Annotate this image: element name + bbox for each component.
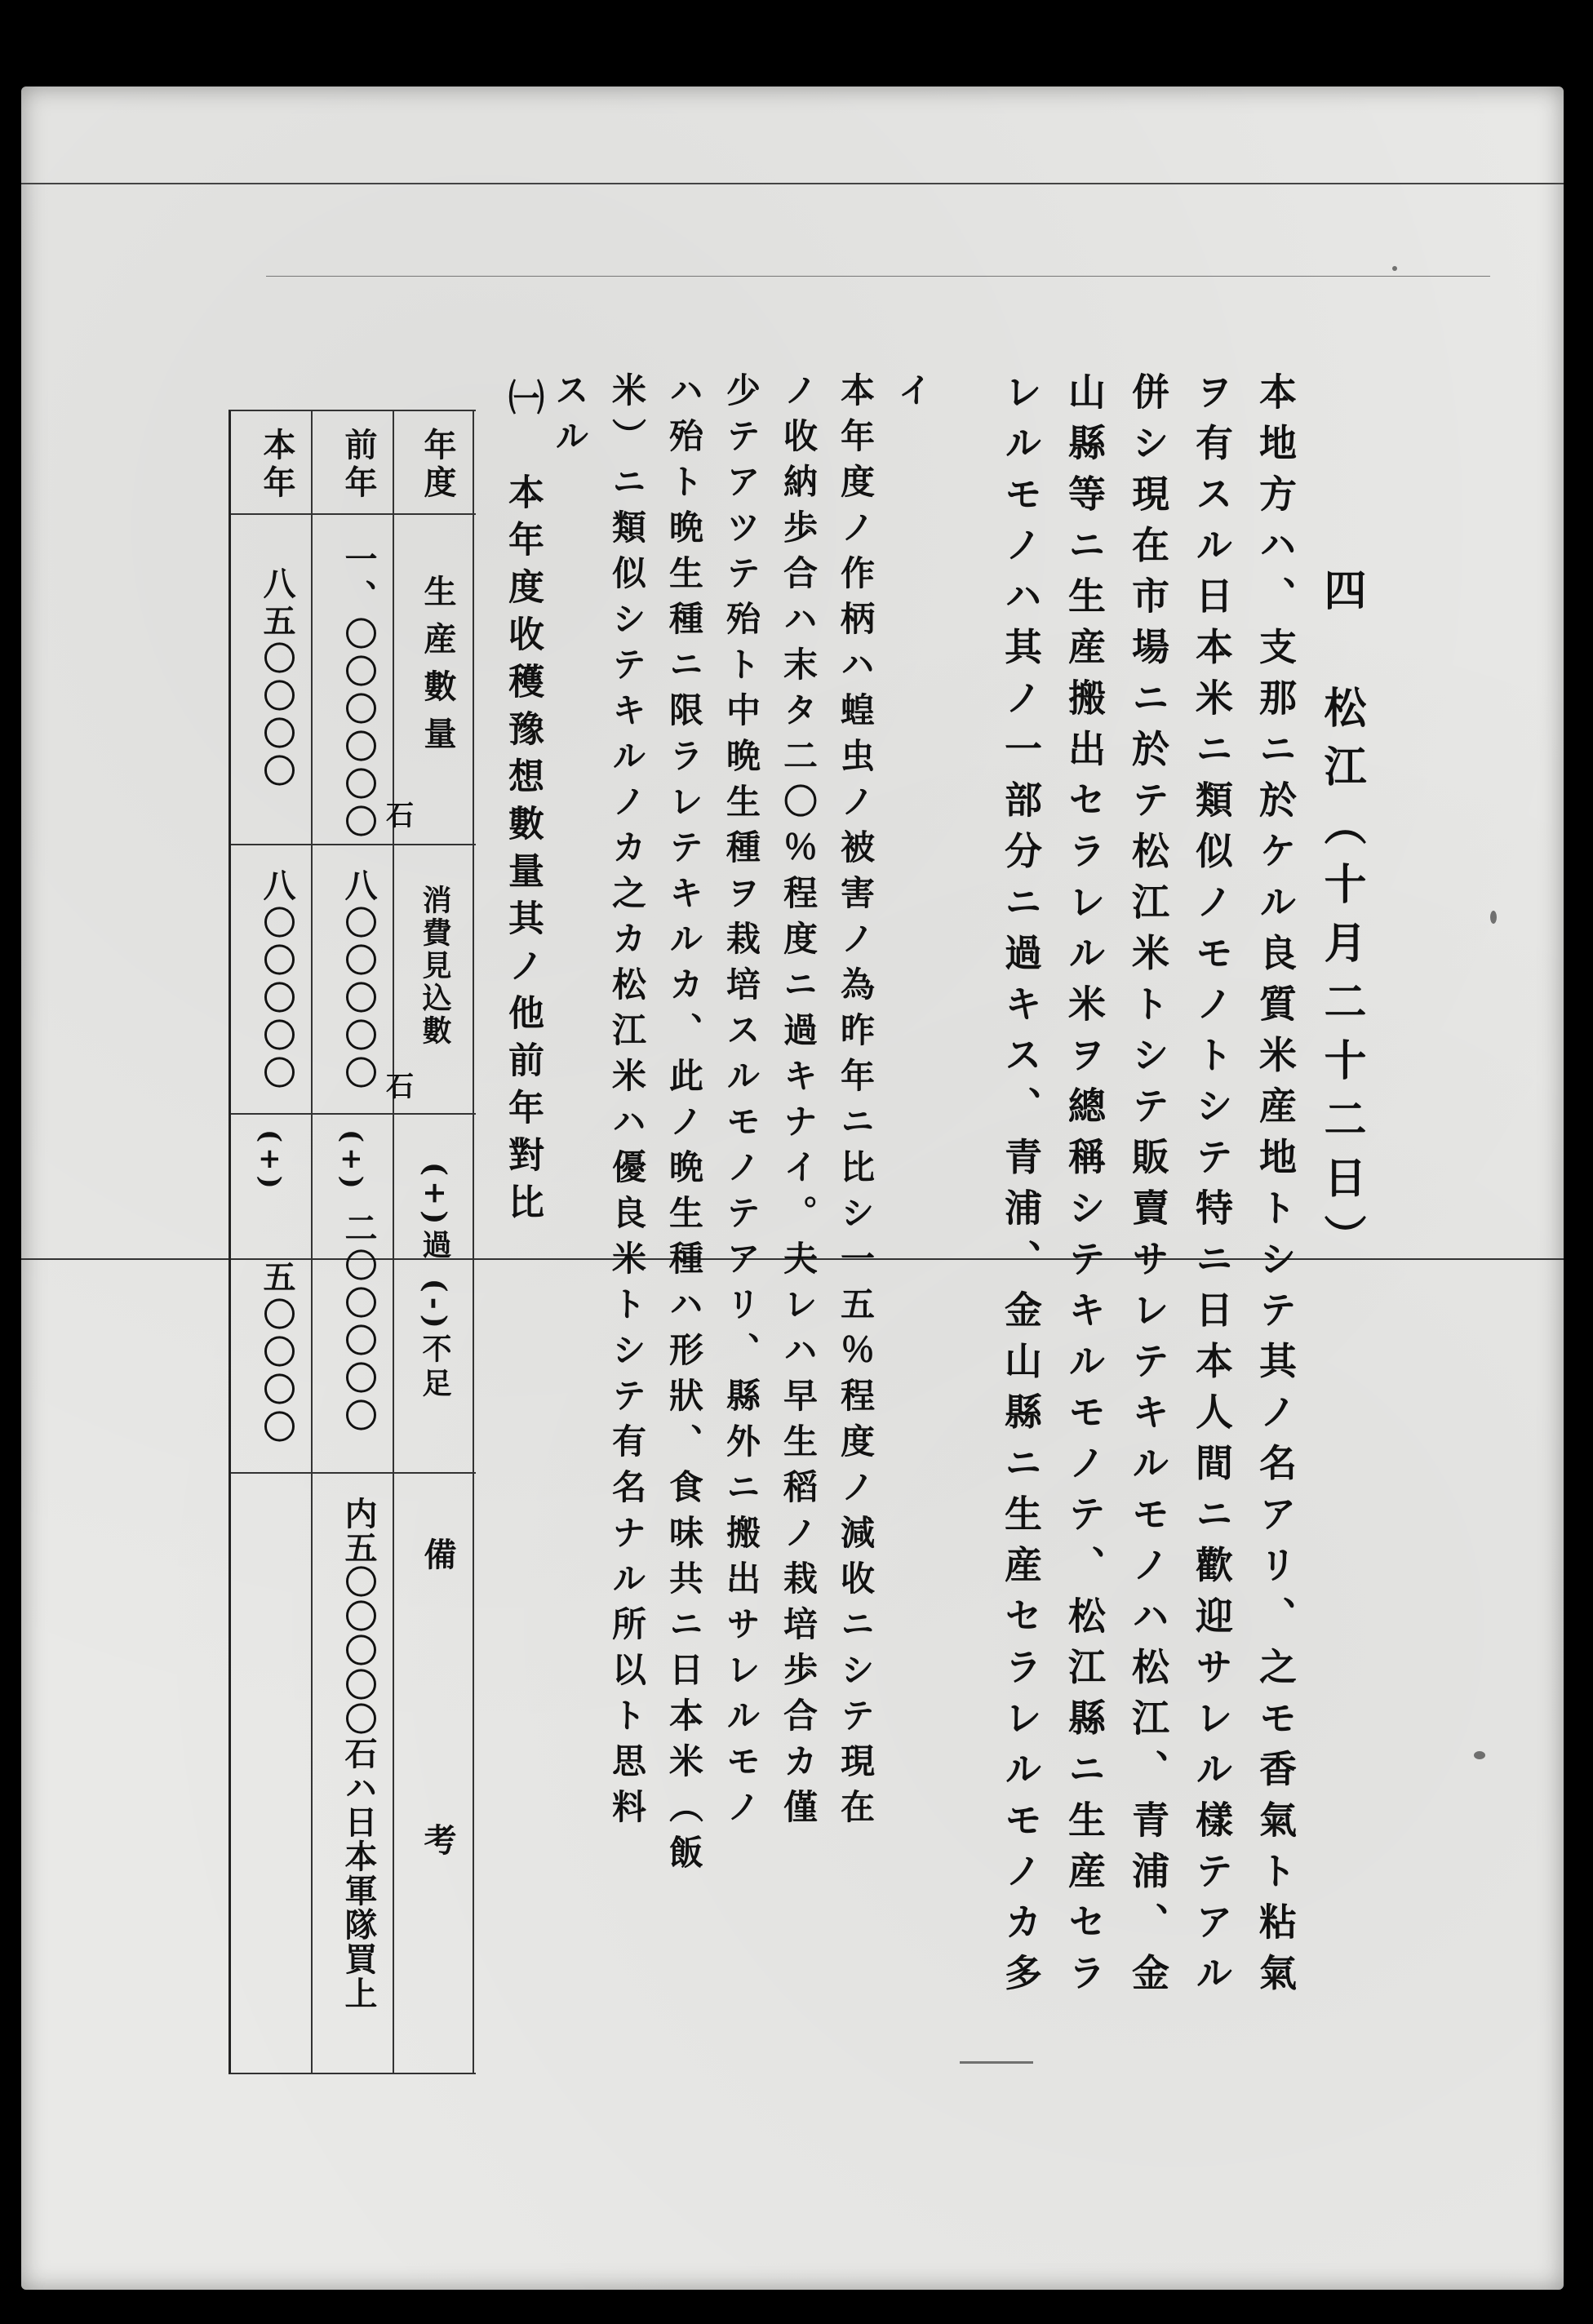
cell-difference: 五〇〇〇〇 [258, 1260, 296, 1448]
production-table [229, 410, 476, 2074]
header-remarks: 備 考 [419, 1537, 457, 1880]
text-column: イ [893, 372, 933, 418]
paragraph-2 [545, 372, 937, 2118]
section-place: 松江 [1316, 685, 1366, 803]
cell-production: 八五〇〇〇〇 [258, 566, 296, 792]
scan-speck [1474, 1751, 1485, 1759]
text-column: 少テアツテ殆ト中晩生種ヲ栽培スルモノテアリ、縣外ニ搬出サレルモノ [721, 372, 761, 1834]
cell-production: 一、〇〇〇〇〇〇 [339, 542, 378, 842]
cell-sign: (+) [254, 1129, 286, 1194]
cell-year: 前年 [339, 428, 378, 503]
header-rule [266, 276, 1490, 277]
top-rule [21, 183, 1564, 184]
document-page [21, 86, 1564, 2290]
header-consumption: 消費見込數 [418, 885, 452, 1048]
section-title [1311, 568, 1372, 1273]
header-year: 年度 [419, 428, 457, 503]
text-column: 山縣等ニ生産搬出セラレル米ヲ總稱シテキルモノテ、松江縣ニ生産セラ [1063, 372, 1107, 2004]
header-production: 生産數量 [419, 574, 457, 764]
text-column: レルモノハ其ノ一部分ニ過キス、青浦、金山縣ニ生産セラレルモノカ多 [999, 372, 1043, 2004]
paragraph-1 [943, 372, 1298, 2118]
cell-year: 本年 [258, 428, 296, 503]
production-unit: 石 [386, 800, 414, 832]
text-column: 米）ニ類似シテキルノカ之カ松江米ハ優良米トシテ有名ナル所以ト思料 [607, 372, 647, 1834]
text-column: 本年度ノ作柄ハ蝗虫ノ被害ノ為昨年ニ比シ一五％程度ノ減收ニシテ現在 [836, 372, 876, 1834]
text-column: 併シ現在市場ニ於テ松江米トシテ販賣サレテキルモノハ松江、青浦、金 [1126, 372, 1170, 2004]
text-column: 本地方ハ、支那ニ於ケル良質米産地トシテ其ノ名アリ、之モ香氣ト粘氣 [1254, 372, 1298, 2004]
section-number: 四 [1316, 568, 1366, 627]
scan-speck [1392, 266, 1397, 271]
subheading: ㈠ 本年度收穫豫想數量其ノ他前年對比 [502, 379, 544, 1231]
scan-speck [960, 2061, 1033, 2064]
cell-difference: 二〇〇〇〇〇 [339, 1211, 378, 1436]
section-date: （十月二十二日） [1316, 803, 1366, 1273]
cell-remarks: 内五〇〇〇〇〇石ハ日本軍隊買上 [339, 1497, 378, 2011]
text-column: ノ收納歩合ハ末タ二〇％程度ニ過キナイ。夫レハ早生稻ノ栽培歩合カ僅 [779, 372, 819, 1834]
consumption-unit: 石 [386, 1071, 414, 1103]
text-column: スル [550, 372, 590, 463]
cell-consumption: 八〇〇〇〇〇 [339, 868, 378, 1093]
header-difference: (+)過 (-)不足 [418, 1162, 452, 1402]
cell-sign: (+) [335, 1129, 368, 1194]
cell-consumption: 八〇〇〇〇〇 [258, 868, 296, 1093]
text-column: ヲ有スル日本米ニ類似ノモノトシテ特ニ日本人間ニ歡迎サレル樣テアル [1190, 372, 1234, 2004]
text-column: ハ殆ト晩生種ニ限ラレテキルカ、此ノ晩生種ハ形狀、食味共ニ日本米（飯 [664, 372, 704, 1880]
scan-speck [1490, 911, 1497, 924]
